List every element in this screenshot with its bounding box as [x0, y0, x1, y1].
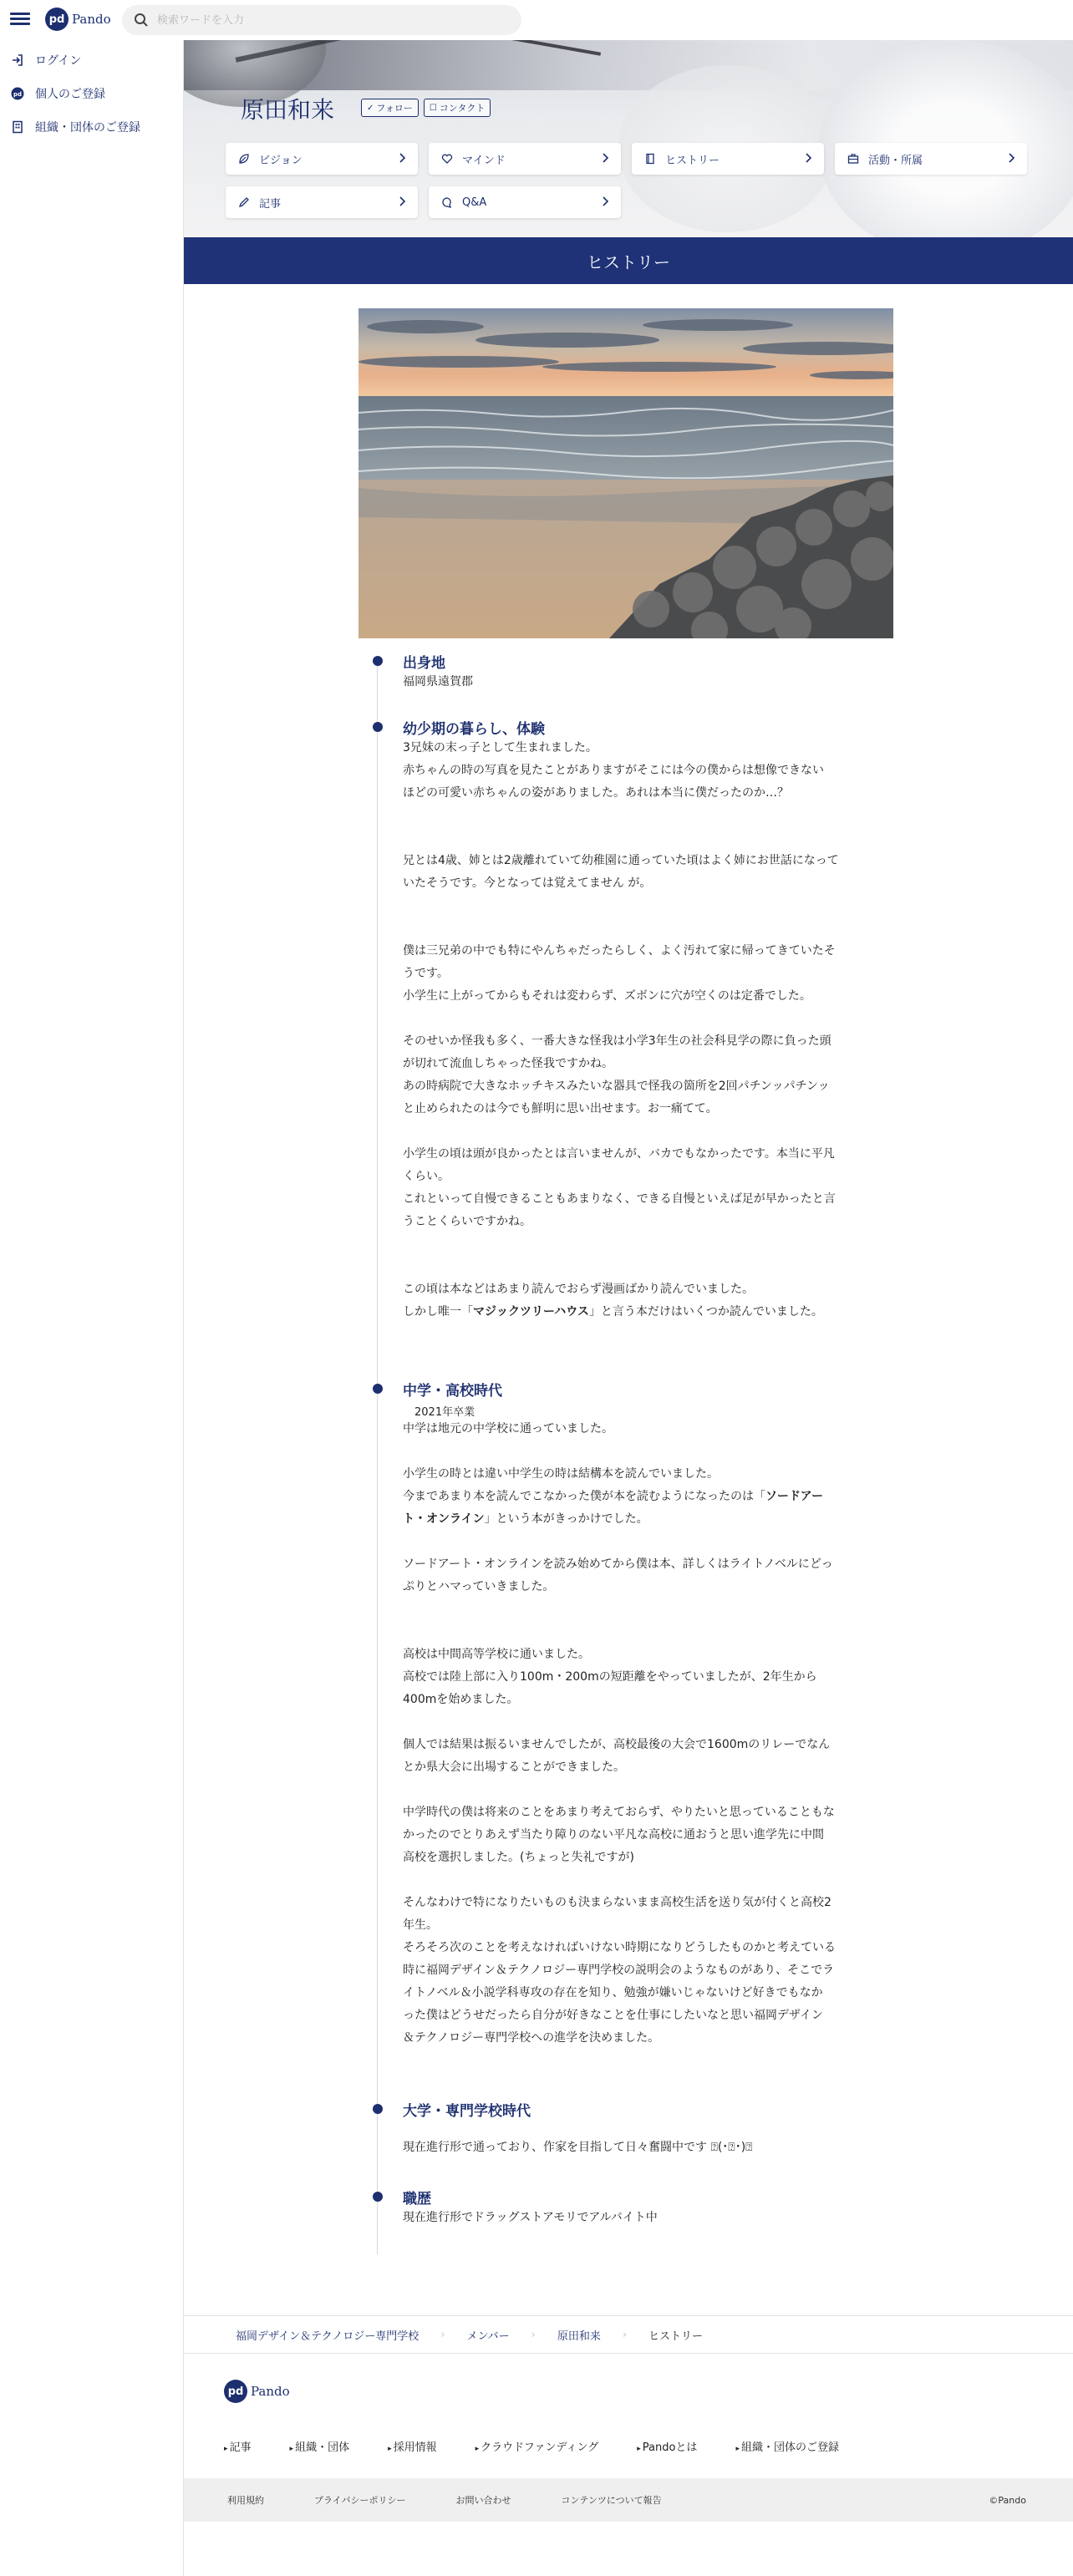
search-bar[interactable]: [122, 5, 521, 35]
text-line: と止められたのは今でも鮮明に思い出せます。お一痛てて。: [403, 1102, 718, 1115]
text-span: しかし唯一「: [403, 1305, 473, 1318]
text-line: これといって自慢できることもあまりなく、できる自慢といえば足が早かったと言: [403, 1192, 836, 1206]
breadcrumb-current: ヒストリー: [648, 2330, 704, 2343]
nav-activities[interactable]: [835, 143, 1027, 175]
text-line: いたそうです。今となっては覚えてません が。: [403, 876, 652, 890]
heart-icon: [440, 152, 454, 165]
check-icon: ✓: [367, 103, 374, 113]
timeline-dot: [373, 656, 383, 666]
history-photo: [359, 308, 893, 638]
text-line: くらい。: [403, 1170, 450, 1183]
text-line: 高校では陸上部に入り100m・200mの短距離をやっていましたが、2年生から: [403, 1670, 817, 1684]
footer-link-recruit[interactable]: ▸ 採用情報: [388, 2438, 437, 2454]
text-line: [403, 1301, 896, 1324]
text-line: 中学は地元の中学校に通っていました。: [403, 1422, 613, 1435]
entry-title: 中学・高校時代: [403, 1383, 502, 1400]
text-line: あの時病院で大きなホッチキスみたいな器具で怪我の箇所を2回パチンッパチンッ: [403, 1080, 830, 1093]
text-line: [403, 1486, 896, 1508]
sidebar: [0, 40, 184, 2576]
text-line: とか県大会に出場することができました。: [403, 1761, 625, 1774]
chevron-right-icon: [599, 196, 611, 207]
message-icon: ☐: [429, 103, 437, 113]
text-line: そんなわけで特になりたいものも決まらないまま高校生活を送り気が付くと高校2: [403, 1896, 831, 1909]
nav-history[interactable]: [632, 143, 824, 175]
breadcrumb-separator: ›: [440, 2328, 445, 2341]
text-line: 時に福岡デザイン＆テクノロジー専門学校の説明会のようなものがあり、そこでラ: [403, 1964, 835, 1977]
text-line: った僕はどうせだったら自分が好きなことを仕事にしたいなと思い福岡デザイン: [403, 2009, 824, 2022]
nav-label: 記事: [259, 197, 282, 211]
text-line: [403, 1508, 896, 1531]
timeline-dot: [373, 2104, 383, 2114]
contact-button[interactable]: [424, 99, 491, 117]
text-line: 高校は中間高等学校に通いました。: [403, 1648, 590, 1661]
footer-link-register-org[interactable]: ▸ 組織・団体のご登録: [735, 2438, 839, 2454]
text-span: 」という本がきっかけでした。: [484, 1512, 648, 1526]
breadcrumb-separator: ›: [622, 2328, 628, 2341]
chevron-right-icon: [599, 152, 611, 164]
profile-name: 原田和来: [241, 96, 335, 124]
pen-icon: [237, 196, 251, 209]
logo-text: Pando: [251, 2384, 290, 2399]
nav-mind[interactable]: [429, 143, 621, 175]
logo-mark: pd: [45, 8, 69, 31]
footer-report[interactable]: コンテンツについて報告: [561, 2495, 662, 2506]
svg-text:pd: pd: [13, 91, 23, 98]
sidebar-item-label: 組織・団体のご登録: [35, 121, 140, 135]
breadcrumb: [184, 2315, 1073, 2354]
nav-label: ヒストリー: [665, 154, 720, 167]
text-line: ぷりとハマっていきました。: [403, 1580, 555, 1593]
breadcrumb-item-profile[interactable]: 原田和来: [557, 2330, 601, 2343]
pando-user-icon: [10, 86, 25, 101]
sidebar-item-label: ログイン: [35, 54, 82, 68]
timeline-line: [377, 662, 378, 2254]
footer-link-about[interactable]: ▸ Pandoとは: [637, 2438, 697, 2454]
text-line: 兄とは4歳、姉とは2歳離れていて幼稚園に通っていた頃はよく姉にお世話になって: [403, 854, 839, 867]
text-line: 小学生の頃は頭が良かったとは言いませんが、バカでもなかったです。本当に平凡: [403, 1147, 835, 1161]
footer-contact[interactable]: お問い合わせ: [455, 2495, 511, 2506]
search-input[interactable]: [157, 14, 508, 27]
footer-links: [224, 2438, 877, 2454]
pando-logo[interactable]: [45, 8, 111, 31]
leaf-icon: [237, 152, 251, 165]
chevron-right-icon: [1005, 152, 1017, 164]
entry-text: 現在進行形で通っており、作家を目指して日々奮闘中です ⍰(･⍰･)⍰: [403, 2141, 753, 2154]
search-icon: [134, 13, 149, 28]
logo-text: Pando: [72, 12, 111, 27]
text-line: かったのでとりあえず当たり障りのない平凡な高校に通おうと思い進学先に中間: [403, 1828, 824, 1842]
logo-mark: pd: [224, 2380, 247, 2403]
nav-label: Q&A: [462, 196, 487, 209]
nav-articles[interactable]: [226, 186, 418, 218]
footer-terms[interactable]: 利用規約: [227, 2495, 264, 2506]
text-line: 年生。: [403, 1918, 438, 1932]
text-line: ソードアート・オンラインを読み始めてから僕は本、詳しくはライトノベルにどっ: [403, 1557, 833, 1571]
book-title: ソードアー: [765, 1490, 824, 1503]
text-line: 小学生に上がってからもそれは変わらず、ズボンに穴が空くのは定番でした。: [403, 989, 811, 1003]
text-line: 400mを始めました。: [403, 1693, 519, 1706]
breadcrumb-item-school[interactable]: 福岡デザイン＆テクノロジー専門学校: [236, 2330, 420, 2343]
text-line: 僕は三兄弟の中でも特にやんちゃだったらしく、よく汚れて家に帰ってきていたそ: [403, 944, 836, 958]
nav-label: ビジョン: [259, 154, 303, 167]
text-line: うです。: [403, 967, 449, 980]
nav-qa[interactable]: [429, 186, 621, 218]
sidebar-item-label: 個人のご登録: [35, 88, 105, 101]
text-line: 高校を選択しました。(ちょっと失礼ですが): [403, 1851, 634, 1864]
text-line: うことくらいですかね。: [403, 1215, 531, 1228]
text-line: 個人では結果は振るいませんでしたが、高校最後の大会で1600mのリレーでなん: [403, 1738, 831, 1751]
chevron-right-icon: [396, 196, 408, 207]
menu-icon[interactable]: [10, 10, 30, 28]
timeline-dot: [373, 1384, 383, 1394]
timeline-dot: [373, 2192, 383, 2202]
footer-bottom: [184, 2478, 1073, 2522]
book-title: マジックツリーハウス: [473, 1305, 589, 1318]
nav-label: マインド: [462, 154, 506, 167]
entry-text: [403, 1418, 896, 2050]
text-span: 今まであまり本を読んでこなかった僕が本を読むようになったのは「: [403, 1490, 765, 1503]
footer-link-organizations[interactable]: ▸ 組織・団体: [290, 2438, 350, 2454]
chevron-right-icon: [396, 152, 408, 164]
footer: [184, 2355, 1073, 2576]
text-span: 」と言う本だけはいくつか読んでいました。: [588, 1305, 823, 1318]
footer-privacy[interactable]: プライバシーポリシー: [314, 2495, 406, 2506]
text-line: この頃は本などはあまり読んでおらず漫画ばかり読んでいました。: [403, 1283, 754, 1296]
entry-text: 現在進行形でドラッグストアモリでアルバイト中: [403, 2211, 658, 2224]
sidebar-item-register-organization[interactable]: [0, 110, 183, 144]
section-title: ヒストリー: [184, 237, 1073, 284]
login-icon: [10, 53, 25, 68]
chat-icon: [440, 196, 454, 209]
contact-label: コンタクト: [439, 103, 486, 114]
text-line: 中学時代の僕は将来のことをあまり考えておらず、やりたいと思っていることもな: [403, 1806, 835, 1819]
sidebar-item-login[interactable]: [0, 43, 183, 77]
entry-date: 2021年卒業: [414, 1406, 475, 1419]
text-line: そのせいか怪我も多く、一番大きな怪我は小学3年生の社会科見学の際に負った頭: [403, 1034, 831, 1048]
copyright: ©Pando: [989, 2495, 1026, 2506]
sidebar-item-register-individual[interactable]: [0, 77, 183, 110]
footer-link-articles[interactable]: ▸ 記事: [224, 2438, 252, 2454]
entry-title: 幼少期の暮らし、体験: [403, 721, 545, 738]
text-line: ほどの可愛い赤ちゃんの姿がありました。あれは本当に僕だったのか…？: [403, 786, 789, 800]
nav-label: 活動・所属: [868, 154, 923, 167]
book-title: ト・オンライン: [403, 1512, 485, 1526]
text-line: が切れて流血しちゃった怪我ですかね。: [403, 1057, 613, 1070]
entry-title: 出身地: [403, 655, 445, 672]
text-line: 赤ちゃんの時の写真を見たことがありますがそこには今の僕からは想像できない: [403, 764, 824, 777]
entry-title: 職歴: [403, 2191, 431, 2208]
text-line: 3兄妹の末っ子として生まれました。: [403, 741, 598, 755]
text-line: ＆テクノロジー専門学校への進学を決めました。: [403, 2031, 660, 2045]
follow-button[interactable]: [361, 99, 419, 117]
top-bar: [0, 0, 1073, 40]
briefcase-icon: [847, 152, 860, 165]
footer-link-crowdfunding[interactable]: ▸ クラウドファンディング: [475, 2438, 599, 2454]
breadcrumb-separator: ›: [531, 2328, 536, 2341]
text-line: 小学生の時とは違い中学生の時は結構本を読んでいました。: [403, 1467, 719, 1481]
follow-label: フォロー: [376, 103, 413, 114]
profile-actions: [361, 99, 491, 117]
footer-logo[interactable]: [224, 2380, 290, 2403]
breadcrumb-item-members[interactable]: メンバー: [466, 2330, 510, 2343]
entry-title: 大学・専門学校時代: [403, 2103, 531, 2120]
entry-text: [403, 737, 896, 1324]
book-icon: [643, 152, 657, 165]
building-icon: [10, 119, 25, 135]
text-line: そろそろ次のことを考えなければいけない時期になりどうしたものかと考えている: [403, 1941, 836, 1954]
timeline-dot: [373, 722, 383, 732]
text-line: イトノベル＆小説学科専攻の存在を知り、勉強が嫌いじゃないけど好きでもなか: [403, 1986, 823, 1999]
chevron-right-icon: [802, 152, 814, 164]
nav-vision[interactable]: [226, 143, 418, 175]
entry-text: 福岡県遠賀郡: [403, 675, 473, 688]
